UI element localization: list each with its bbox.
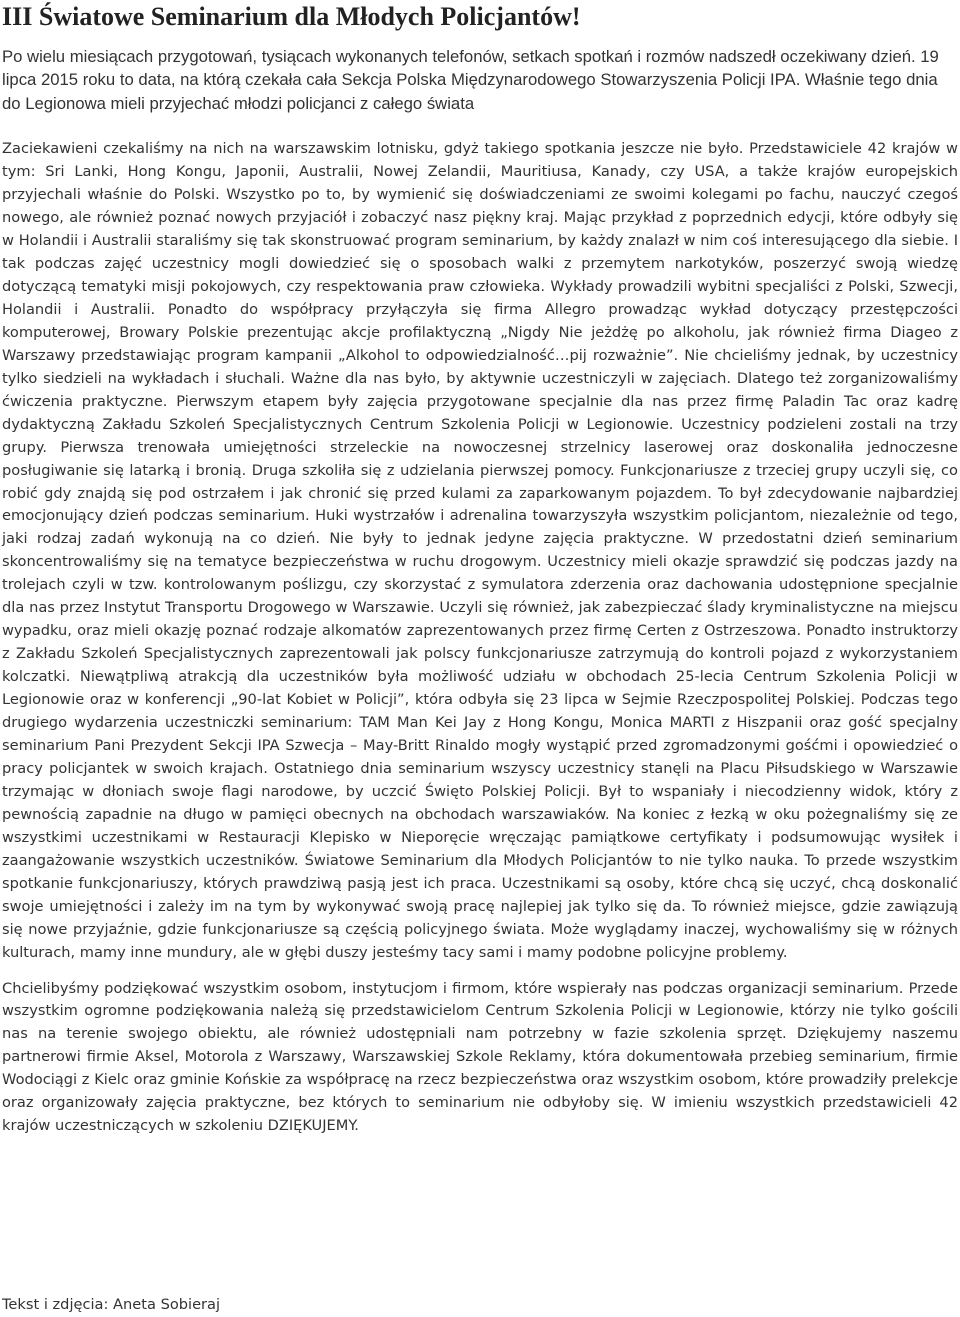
thanks-paragraph: Chcielibyśmy podziękować wszystkim osobom, instytucjom i firmom, które wspierały nas podczas organizacji seminarium. Przede wszystkim ogromne podziękowania należą się przedstawicielom Centrum Szkolenia Policji w Legionowie, którzy nie tylko gościli nas na terenie swojego obiektu, ale również udostępniali nam potrzebny w fazie szkolenia sprzęt. Dziękujemy naszemu partnerowi firmie Aksel, Motorola z Warszawy, Warszawskiej Szkole Reklamy, która dokumentowała przebieg seminarium, firmie Wodociągi z Kielc oraz gminie Końskie za współpracę na rzecz bezpieczeństwa oraz wszystkim osobom, które prowadziły prelekcje oraz organizowały zajęcia praktyczne, bez których to seminarium nie odbyłoby się. W imieniu wszystkich przedstawicieli 42 krajów uczestniczących w szkoleniu DZIĘKUJEMY.: [2, 979, 958, 1135]
intro-paragraph: Po wielu miesiącach przygotowań, tysiącach wykonanych telefonów, setkach spotkań i rozmów nadszedł oczekiwany dzień. 19 lipca 2015 roku to data, na którą czekała cała Sekcja Polska Międzynarodowego Stowarzyszenia Policji IPA. Właśnie tego dnia do Legionowa mieli przyjechać młodzi policjanci z całego świata: [2, 47, 939, 113]
main-paragraph: Zaciekawieni czekaliśmy na nich na warszawskim lotnisku, gdyż takiego spotkania jeszcze nie było. Przedstawiciele 42 krajów w tym: Sri Lanki, Hong Kongu, Japonii, Australii, Nowej Zelandii, Mauritiusa, Kanady, czy USA, a także krajów europejskich przyjechali właśnie do Polski. Wszystko po to, by wymienić się doświadczeniami ze swoimi kolegami po fachu, nauczyć czegoś nowego, ale również poznać nowych przyjaciół i zobaczyć nasz piękny kraj. Mając przykład z poprzednich edycji, które odbyły się w Holandii i Australii staraliśmy się tak skonstruować program seminarium, by każdy znalazł w nim coś interesującego dla siebie. I tak podczas zajęć uczestnicy mogli dowiedzieć się o sposobach walki z przemytem narkotyków, poszerzyć swoją wiedzę dotyczącą tematyki misji pokojowych, czy respektowania praw człowieka. Wykłady prowadzili wybitni specjaliści z Polski, Szwecji, Holandii i Australii. Ponadto do współpracy przyłączyła się firma Allegro prowadząc wykład dotyczący przestępczości komputerowej, Browary Polskie prezentując akcje profilaktyczną „Nigdy Nie jeżdżę po alkoholu, jak również firma Diageo z Warszawy przedstawiając program kampanii „Alkohol to odpowiedzialność…pij rozważnie”. Nie chcieliśmy jednak, by uczestnicy tylko siedzieli na wykładach i słuchali. Ważne dla nas było, by aktywnie uczestniczyli w zajęciach. Dlatego też zorganizowaliśmy ćwiczenia praktyczne. Pierwszym etapem były zajęcia przygotowane specjalnie dla nas przez firmę Paladin Tac oraz kadrę dydaktyczną Zakładu Szkoleń Specjalistycznych Centrum Szkolenia Policji w Legionowie. Uczestnicy podzieleni zostali na trzy grupy. Pierwsza trenowała umiejętności strzeleckie na nowoczesnej strzelnicy laserowej oraz doskonaliła jednoczesne posługiwanie się latarką i bronią. Druga szkoliła się z udzielania pierwszej pomocy. Funkcjonariusze z trzeciej grupy uczyli się, co robić gdy znajdą się pod ostrzałem i jak chronić się przed kulami za zaparkowanym pojazdem. To był zdecydowanie najbardziej emocjonujący dzień podczas seminarium. Huki wystrzałów i adrenalina towarzyszyła wszystkim policjantom, niezależnie od tego, jaki rodzaj zadań wykonują na co dzień. Nie były to jednak jedyne zajęcia praktyczne. W przedostatni dzień seminarium skoncentrowaliśmy się na tematyce bezpieczeństwa w ruchu drogowym. Uczestnicy mieli okazje sprawdzić się podczas jazdy na trolejach czyli w tzw. kontrolowanym poślizgu, czy skorzystać z symulatora zderzenia oraz dachowania udostępnione specjalnie dla nas przez Instytut Transportu Drogowego w Warszawie. Uczyli się również, jak zabezpieczać ślady kryminalistyczne na miejscu wypadku, oraz mieli okazję poznać rodzaje alkomatów zaprezentowanych przez firmę Certen z Ostrzeszowa. Ponadto instruktorzy z Zakładu Szkoleń Specjalistycznych zaprezentowali jak polscy funkcjonariusze zatrzymują do kontroli pojazd z wykorzystaniem kolczatki. Niewątpliwą atrakcją dla uczestników była możliwość udziału w obchodach 25-lecia Centrum Szkolenia Policji w Legionowie oraz w konferencji „90-lat Kobiet w Policji”, która odbyła się 23 lipca w Sejmie Rzeczpospolitej Polskiej. Podczas tego drugiego wydarzenia uczestniczki seminarium: TAM Man Kei Jay z Hong Kongu, Monica MARTI z Hiszpanii oraz gość specjalny seminarium Pani Prezydent Sekcji IPA Szwecja – May-Britt Rinaldo mogły wystąpić przed zgromadzonymi gośćmi i opowiedzieć o pracy policjantek w swoich krajach. Ostatniego dnia seminarium wszyscy uczestnicy stanęli na Placu Piłsudskiego w Warszawie trzymając w dłoniach swoje flagi narodowe, by uczcić Święto Polskiej Policji. Był to wspaniały i niecodzienny widok, który z pewnością zapadnie na długo w pamięci obecnych na obchodach warszawiaków. Na koniec z łezką w oku pożegnaliśmy się ze wszystkimi uczestnikami w Restauracji Klepisko w Nieporęcie wręczając pamiątkowe certyfikaty i podsumowując wysiłek i zaangażowanie wszystkich uczestników. Światowe Seminarium dla Młodych Policjantów to nie tylko nauka. To przede wszystkim spotkanie funkcjonariuszy, których prawdziwą pasją jest ich praca. Uczestnikami są osoby, które chcą się uczyć, chcą doskonalić swoje umiejętności i zależy im na tym by wykonywać swoją pracę najlepiej jak tylko się da. To również miejsce, gdzie zawiązują się nowe przyjaźnie, gdzie funkcjonariusze są częścią policyjnego świata. Może wyglądamy inaczej, wychowaliśmy się w różnych kulturach, mamy inne mundury, ale w głębi duszy jesteśmy tacy sami i mamy podobne policyjne problemy.: [2, 140, 958, 961]
author-credit: Tekst i zdjęcia: Aneta Sobieraj: [2, 1296, 221, 1313]
article-title: III Światowe Seminarium dla Młodych Policjantów!: [2, 2, 581, 31]
